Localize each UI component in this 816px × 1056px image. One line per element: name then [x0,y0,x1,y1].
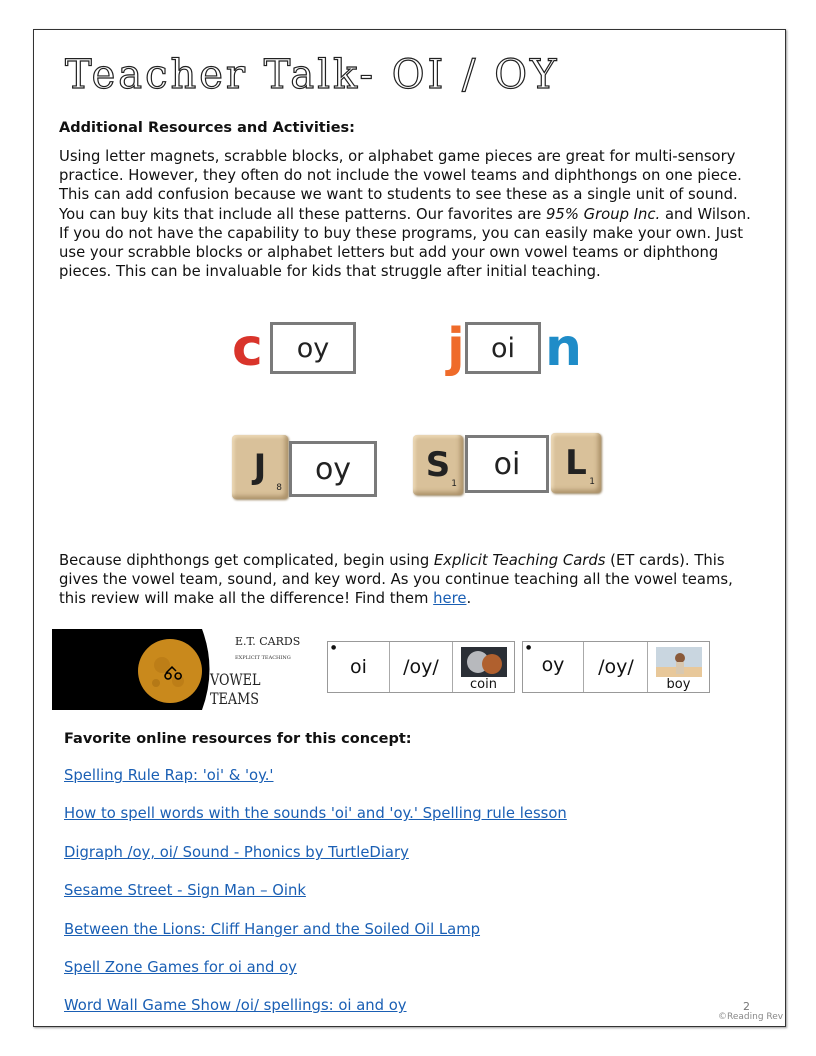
section-heading: Additional Resources and Activities: [59,120,355,136]
resource-link-2[interactable]: How to spell words with the sounds 'oi' and 'oy.' Spelling rule lesson [64,805,567,822]
magnet-letter-n: n [545,318,583,378]
card-corner-dot: ● [526,644,532,651]
et-text-3: . [466,590,472,608]
page-title: Teacher Talk- OI / OY [65,52,560,98]
et-card-oi [327,641,515,693]
intro-text-2: and Wilson. If you do not have the capability to buy these programs, you can easily make your own. Just use your scrabble blocks or alphabet letters but add your own vowel teams or diphthong pieces. This can be invaluable for kids that struggle after initial teaching. [59,205,751,281]
et-text-2: (ET cards). This gives the vowel team, sound, and key word. As you continue teaching all the vowel teams, this review will make all the difference! Find them [59,552,733,608]
tile-team-oy: oy [289,441,377,497]
card-corner-dot: ● [331,644,337,651]
coins-photo-icon [461,647,507,677]
card-sound: /oy/ [585,642,648,692]
tile-team-oi: oi [465,435,549,493]
et-cards-paragraph [59,551,764,609]
tile-letter-s [413,435,463,495]
et-card-oy [522,641,710,693]
card-keyword: coin [470,677,497,692]
resources-heading: Favorite online resources for this concept: [64,731,412,747]
resource-link-5[interactable]: Between the Lions: Cliff Hanger and the Soiled Oil Lamp [64,921,481,938]
copyright-text: ©Reading Rev [718,1012,784,1022]
tile-letter-l [551,433,601,493]
resource-link-3[interactable]: Digraph /oy, oi/ Sound - Phonics by TurtleDiary [64,844,409,861]
tile-j-points: 8 [276,483,282,493]
card-keyword: boy [666,677,691,692]
page-number: 2 [743,1000,750,1013]
resource-link-7[interactable]: Word Wall Game Show /oi/ spellings: oi and oy [64,997,407,1014]
card-keyword-cell [648,642,709,692]
et-logo-line2: EXPLICIT TEACHING [235,655,291,661]
resource-link-1[interactable]: Spelling Rule Rap: 'oi' & 'oy.' [64,767,274,784]
et-logo-line3: VOWEL TEAMS [210,670,261,708]
boy-photo-icon [656,647,702,677]
card-keyword-cell [453,642,514,692]
tile-l-points: 1 [589,477,595,487]
intro-paragraph [59,147,764,281]
resource-link-6[interactable]: Spell Zone Games for oi and oy [64,959,297,976]
card-sound: /oy/ [390,642,453,692]
card-team: oi [328,642,390,692]
intro-italic: 95% Group Inc. [546,205,661,223]
magnet-letter-c: c [232,318,263,378]
tile-j-letter: J [253,447,267,487]
card-team: oy [523,642,584,692]
resource-link-4[interactable]: Sesame Street - Sign Man – Oink [64,882,306,899]
et-italic: Explicit Teaching Cards [433,552,606,569]
et-logo-line1: E.T. CARDS [235,635,301,648]
here-link[interactable]: here [433,590,467,608]
magnet-team-oy: oy [270,322,356,374]
magnet-letter-j: j [447,318,465,378]
tile-s-letter: S [425,445,451,485]
tile-s-points: 1 [451,479,457,489]
intro-text-1: Using letter magnets, scrabble blocks, or alphabet game pieces are great for multi-sensory practice. However, they often do not include the vowel teams and diphthongs on one piece. This can add confusion because we want to students to see these as a single unit of sound. You can buy kits that include all these patterns. Our favorites are [59,148,742,223]
tile-l-letter: L [565,443,587,483]
tile-letter-j [232,435,288,499]
et-cards-logo [52,629,310,710]
et-text-1: Because diphthongs get complicated, begin using [59,552,434,569]
magnet-team-oi: oi [465,322,541,374]
